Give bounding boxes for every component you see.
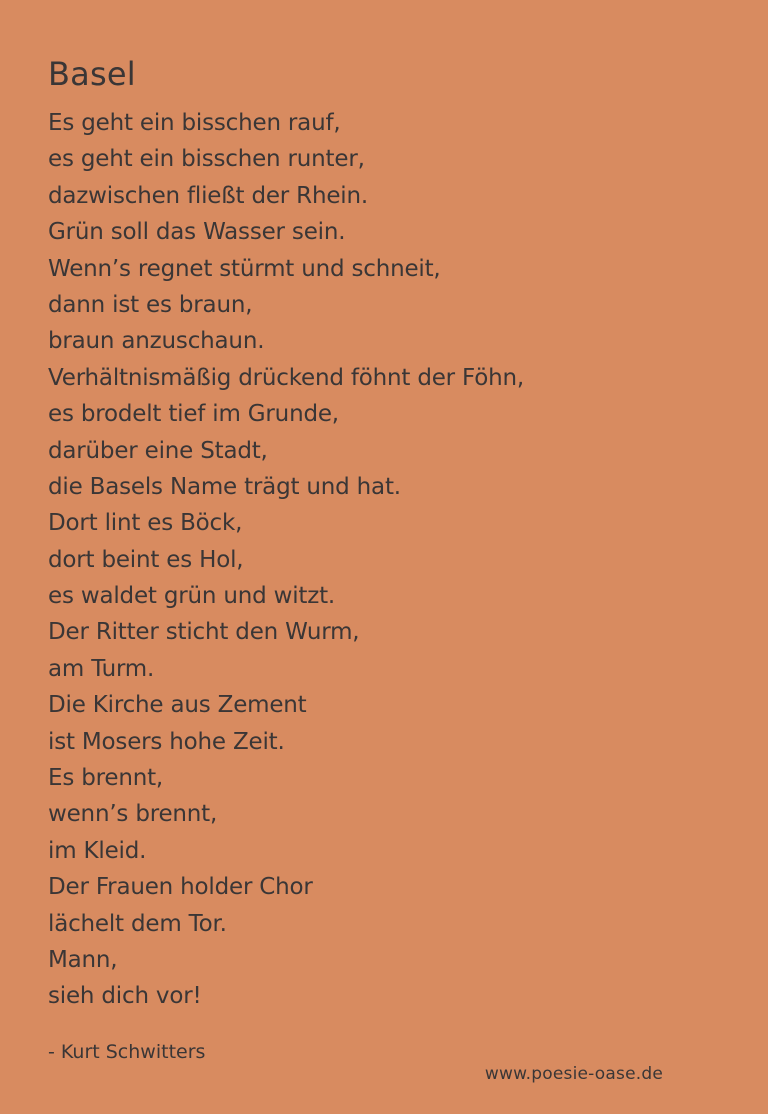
website-watermark: www.poesie-oase.de — [484, 1064, 663, 1084]
poem-line: Verhältnismäßig drückend föhnt der Föhn, — [48, 364, 524, 391]
poem-line: es brodelt tief im Grunde, — [48, 401, 339, 428]
poem-line: braun anzuschaun. — [48, 328, 265, 355]
poem-line: lächelt dem Tor. — [48, 910, 227, 937]
poem-line: Die Kirche aus Zement — [48, 692, 307, 719]
poem-line: Der Frauen holder Chor — [48, 874, 313, 901]
poem-line: am Turm. — [48, 655, 155, 682]
poem-line: im Kleid. — [48, 837, 147, 864]
poem-line: ist Mosers hohe Zeit. — [48, 728, 285, 755]
poem-line: Es brennt, — [48, 765, 164, 792]
poem-line: es geht ein bisschen runter, — [48, 146, 365, 173]
poem-author: - Kurt Schwitters — [48, 1041, 206, 1063]
poem-line: wenn’s brennt, — [48, 801, 218, 828]
poem-line: es waldet grün und witzt. — [48, 583, 336, 610]
poem-line: Grün soll das Wasser sein. — [48, 219, 346, 246]
poem-line: Mann, — [48, 946, 118, 973]
poem-line: Dort lint es Böck, — [48, 510, 243, 537]
poem-line: Der Ritter sticht den Wurm, — [48, 619, 360, 646]
poem-line: Wenn’s regnet stürmt und schneit, — [48, 255, 441, 282]
poem-title: Basel — [48, 55, 136, 93]
poem-line: dort beint es Hol, — [48, 546, 244, 573]
poem-line: dazwischen fließt der Rhein. — [48, 182, 368, 209]
poem-line: die Basels Name trägt und hat. — [48, 473, 401, 500]
poem-line: darüber eine Stadt, — [48, 437, 268, 464]
poem-line: dann ist es braun, — [48, 291, 253, 318]
poem-line: Es geht ein bisschen rauf, — [48, 110, 341, 136]
poem-line: sieh dich vor! — [48, 983, 202, 1010]
poem-lines — [48, 105, 524, 1015]
